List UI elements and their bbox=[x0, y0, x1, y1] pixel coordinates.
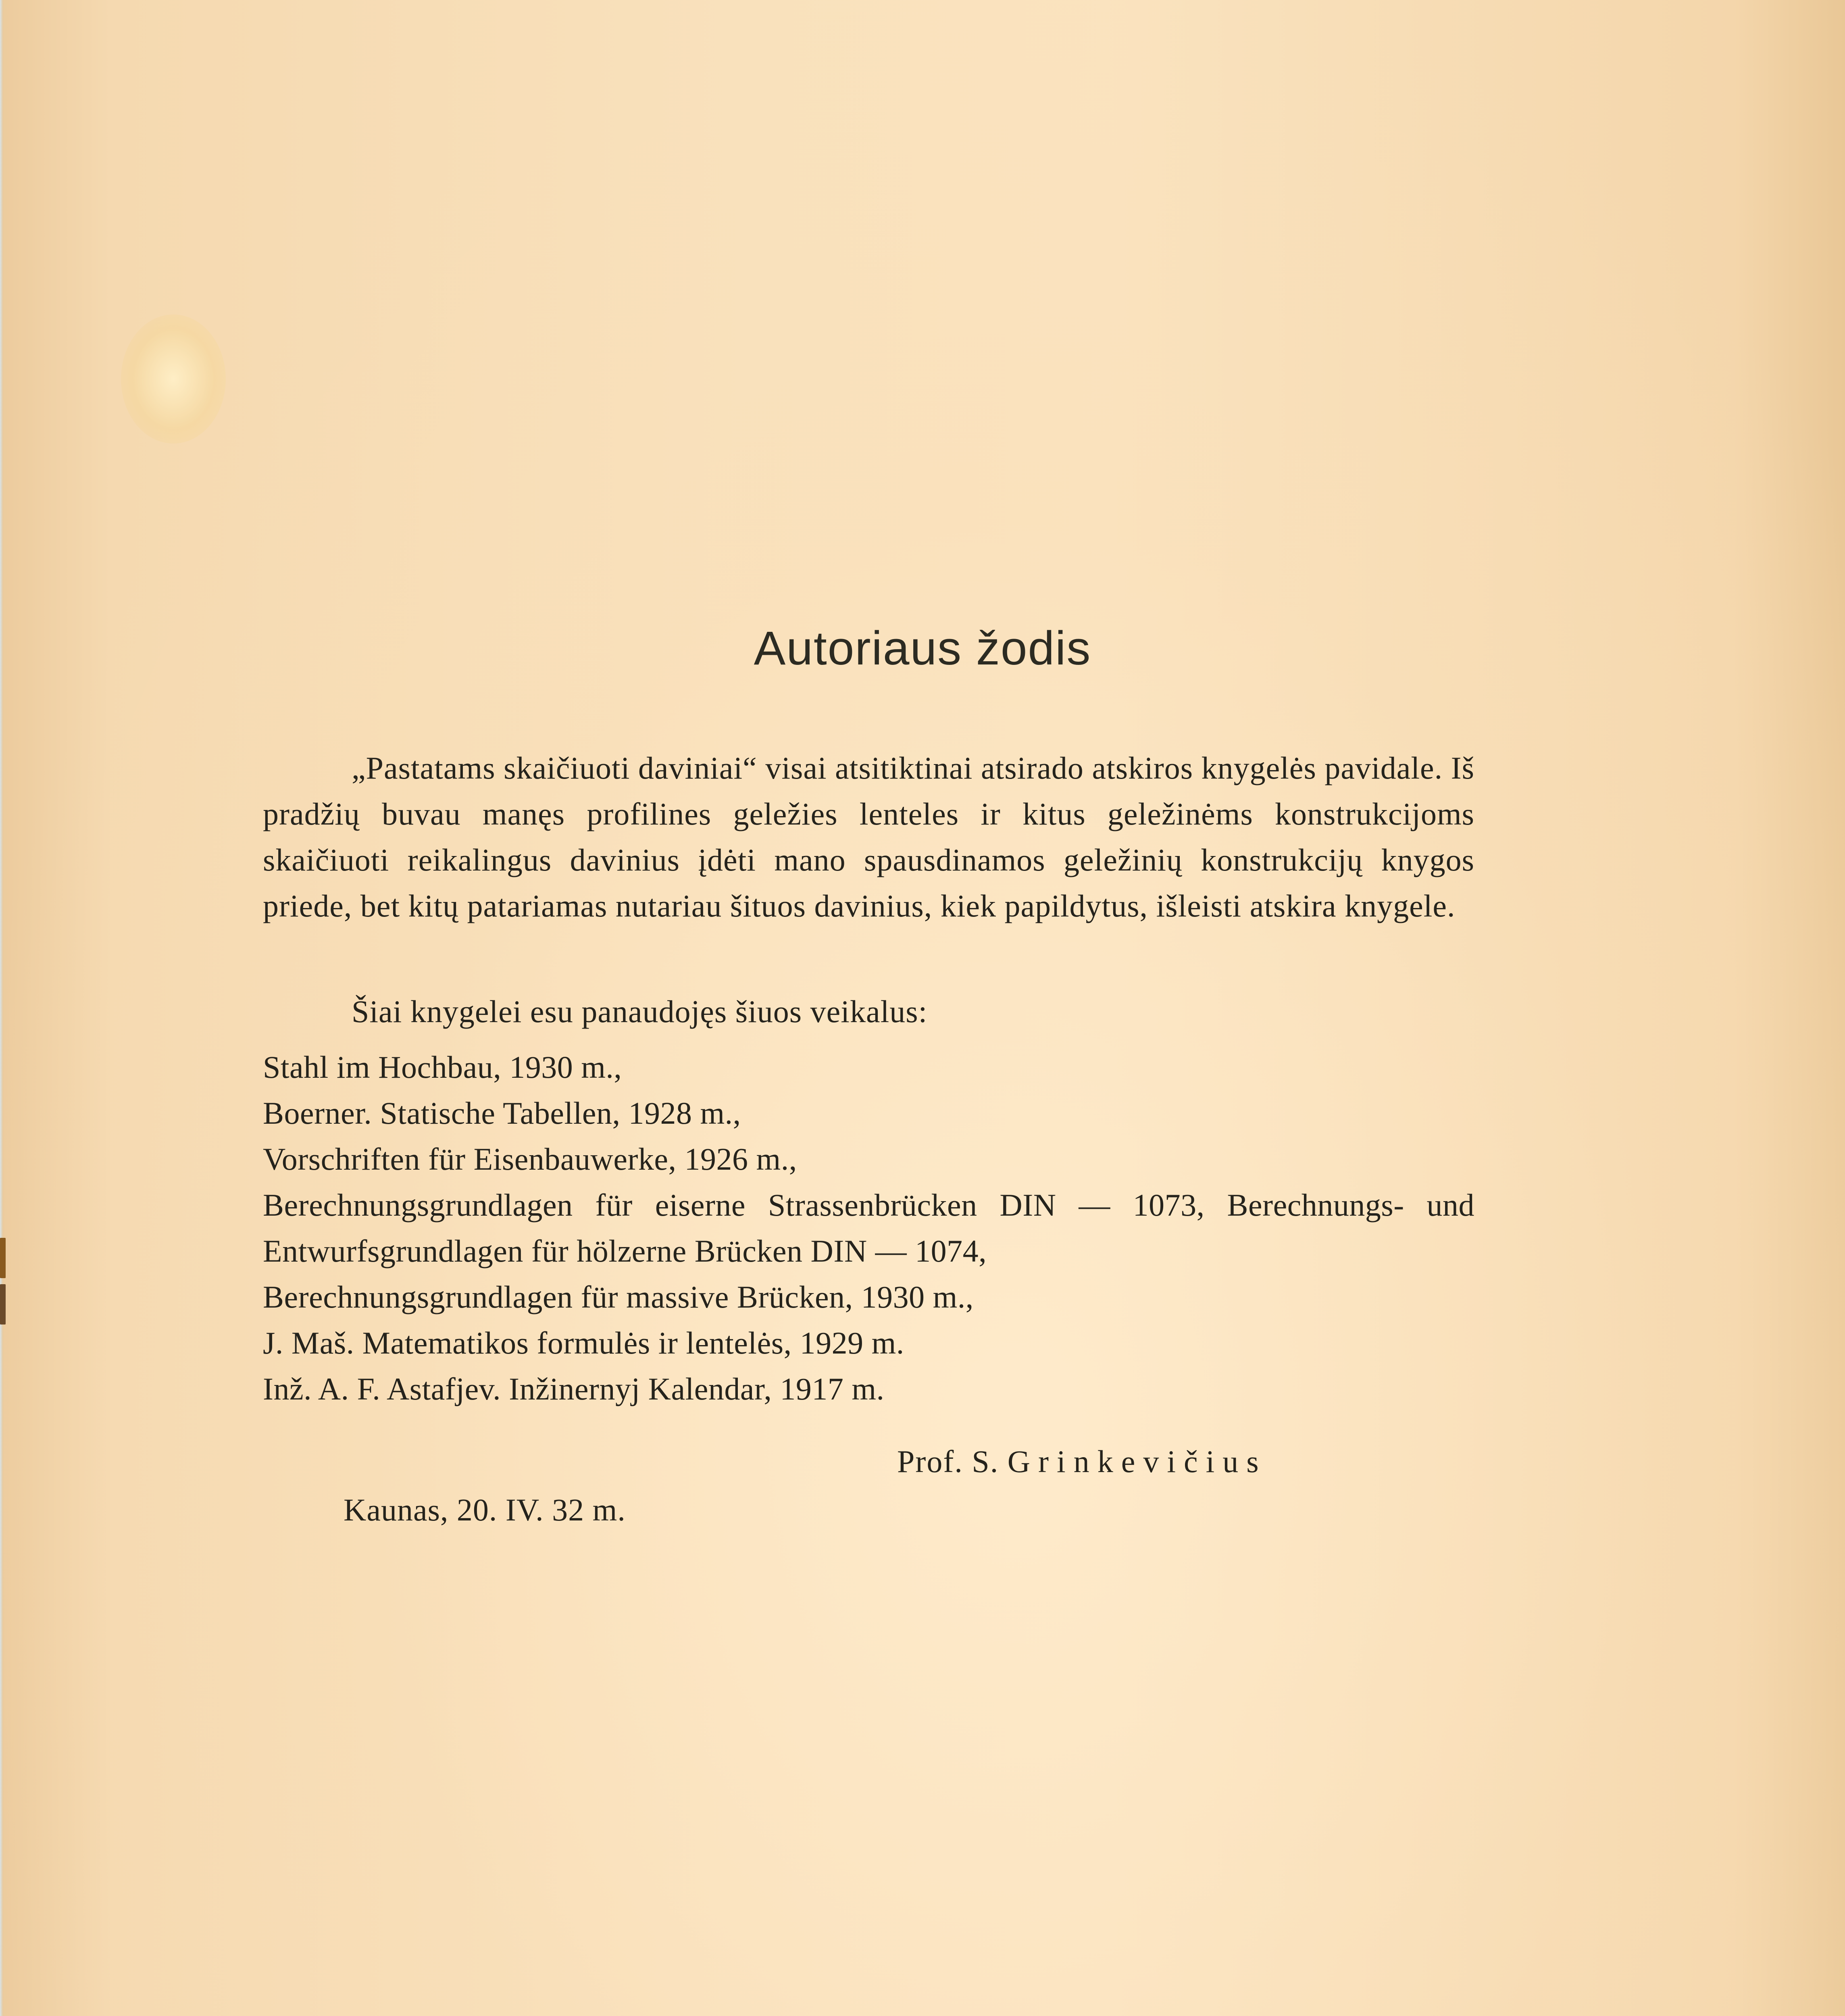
signature-title: Prof. S. bbox=[897, 1444, 999, 1479]
source-item: Berechnungsgrundlagen für massive Brücken, 1930 m., bbox=[263, 1279, 974, 1314]
author-signature bbox=[897, 1443, 1267, 1480]
source-item: Vorschriften für Eisenbauwerke, 1926 m., bbox=[263, 1141, 797, 1177]
source-item: Boerner. Statische Tabellen, 1928 m., bbox=[263, 1095, 741, 1131]
sources-intro: Šiai knygelei esu panaudojęs šiuos veikalus: bbox=[352, 994, 928, 1029]
page-title: Autoriaus žodis bbox=[754, 622, 1091, 675]
source-item: J. Maš. Matematikos formulės ir lentelės, 1929 m. bbox=[263, 1325, 904, 1360]
staple-mark bbox=[0, 1284, 6, 1325]
preface-paragraph: „Pastatams skaičiuoti daviniai“ visai atsitiktinai atsirado atskiros knygelės pavidale. Iš pradžių buvau manęs profilines geležies lenteles ir kitus geležinėms konstrukcijoms skaičiuoti reikalingus davinius įdėti mano spausdinamos geležinių konstrukcijų knygos priede, bet kitų patariamas nutariau šituos davinius, kiek papildytus, išleisti atskira knygele. bbox=[263, 750, 1474, 923]
sources-list bbox=[263, 1044, 1474, 1412]
source-item: Inž. A. F. Astafjev. Inžinernyj Kalendar, 1917 m. bbox=[263, 1371, 885, 1406]
paper-stain bbox=[121, 314, 226, 444]
staple-mark bbox=[0, 1238, 6, 1278]
source-item: Berechnungsgrundlagen für eiserne Strassenbrücken DIN — 1073, Berechnungs- und Entwurfsgrundlagen für hölzerne Brücken DIN — 1074, bbox=[263, 1187, 1474, 1268]
place-and-date: Kaunas, 20. IV. 32 m. bbox=[344, 1492, 626, 1527]
page-left-edge bbox=[0, 0, 3, 2016]
signature-name: Grinkevičius bbox=[1007, 1444, 1267, 1479]
source-item: Stahl im Hochbau, 1930 m., bbox=[263, 1050, 622, 1085]
